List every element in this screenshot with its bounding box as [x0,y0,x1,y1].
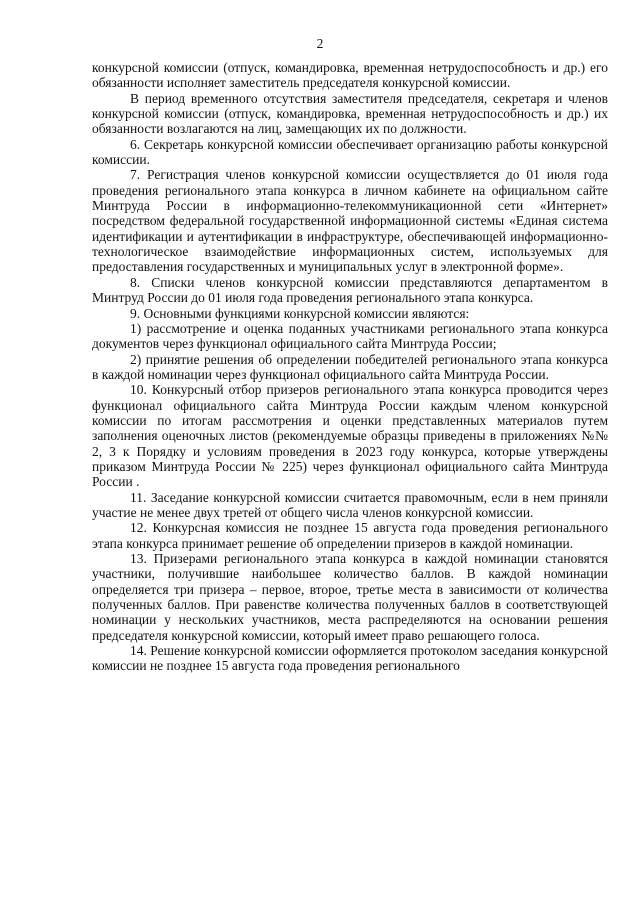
paragraph-item-6: 6. Секретарь конкурсной комиссии обеспечивает организацию работы конкурсной комиссии. [92,136,608,168]
document-body [92,60,608,674]
paragraph-item-13: 13. Призерами регионального этапа конкурса в каждой номинации становятся участники, получившие наибольшее количество баллов. В каждой номинации определяется три призера – первое, второе, третье места в зависимости от количества полученных баллов. При равенстве количества полученных баллов в соответствующей номинации у нескольких участников, места распределяются на основании решения председателя конкурсной комиссии, который имеет право решающего голоса. [92,551,608,643]
paragraph-item-12: 12. Конкурсная комиссия не позднее 15 августа года проведения регионального этапа конкурса принимает решение об определении призеров в каждой номинации. [92,520,608,551]
paragraph-item-8: 8. Списки членов конкурсной комиссии представляются департаментом в Минтруд России до 01 июля года проведения регионального этапа конкурса. [92,274,608,306]
paragraph-deputy-absence: В период временного отсутствия заместителя председателя, секретаря и членов конкурсной комиссии (отпуск, командировка, временная нетрудоспособность и др.) их обязанности возлагаются на лиц, замещающих их по должности. [92,90,608,137]
paragraph-item-7: 7. Регистрация членов конкурсной комиссии осуществляется до 01 июля года проведения регионального этапа конкурса в личном кабинете на официальном сайте Минтруда России в информационно-телекоммуникационной сети «Интернет» посредством федеральной государственной информационной системы «Единая система идентификации и аутентификации в инфраструктуре, обеспечивающей информационно-технологическое взаимодействие информационных систем, используемых для предоставления государственных и муниципальных услуг в электронной форме». [92,167,608,275]
paragraph-subitem-2: 2) принятие решения об определении победителей регионального этапа конкурса в каждой номинации через функционал официального сайта Минтруда России. [92,351,608,382]
paragraph-item-11: 11. Заседание конкурсной комиссии считается правомочным, если в нем приняли участие не менее двух третей от общего числа членов конкурсной комиссии. [92,489,608,520]
paragraph-item-9: 9. Основными функциями конкурсной комиссии являются: [130,305,470,321]
paragraph-item-14: 14. Решение конкурсной комиссии оформляется протоколом заседания конкурсной комиссии не позднее 15 августа года проведения регионального [92,643,608,674]
paragraph-item-10: 10. Конкурсный отбор призеров регионального этапа конкурса проводится через функционал официального сайта Минтруда России каждым членом конкурсной комиссии по итогам рассмотрения и оценки представленных материалов путем заполнения оценочных листов (рекомендуемые образцы приведены в приложениях №№ 2, 3 к Порядку и условиям проведения в 2023 году конкурса, которые утверждены приказом Минтруда России № 225) через функционал официального сайта Минтруда России . [92,382,608,490]
page-number: 2 [316,36,324,51]
paragraph-subitem-1: 1) рассмотрение и оценка поданных участниками регионального этапа конкурса документов через функционал официального сайта Минтруда России; [92,320,608,352]
paragraph-continuation: конкурсной комиссии (отпуск, командировка, временная нетрудоспособность и др.) его обязанности исполняет заместитель председателя конкурсной комиссии. [92,60,608,91]
